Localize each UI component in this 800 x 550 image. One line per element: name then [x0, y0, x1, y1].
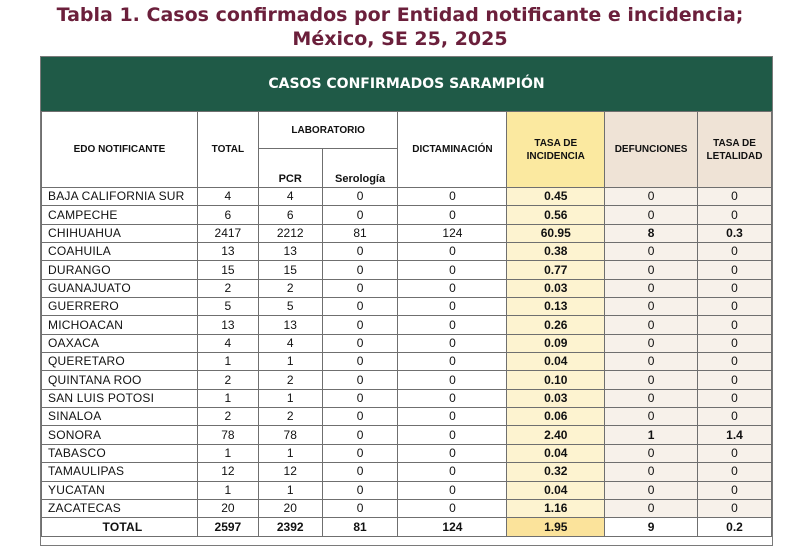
cell-serologia: 0 [322, 426, 398, 444]
cell-total: 4 [197, 188, 258, 206]
cell-tasa-letalidad: 0 [698, 389, 772, 407]
cell-dictaminacion: 0 [398, 243, 507, 261]
cell-pcr: 5 [258, 298, 322, 316]
cell-serologia: 0 [322, 243, 398, 261]
cell-defunciones: 0 [605, 389, 698, 407]
cell-tasa-letalidad: 0 [698, 261, 772, 279]
cell-total: 2 [197, 279, 258, 297]
cell-estado: SAN LUIS POTOSI [42, 389, 198, 407]
cell-tasa-incidencia: 1.95 [507, 518, 605, 537]
cell-serologia: 0 [322, 279, 398, 297]
cell-pcr: 4 [258, 188, 322, 206]
cell-pcr: 2212 [258, 224, 322, 242]
cell-tasa-letalidad: 0 [698, 279, 772, 297]
table-row [42, 316, 772, 334]
cell-tasa-letalidad: 0.3 [698, 224, 772, 242]
cell-estado: MICHOACAN [42, 316, 198, 334]
cell-serologia: 0 [322, 188, 398, 206]
cell-estado: TOTAL [42, 518, 198, 537]
cell-serologia: 0 [322, 463, 398, 481]
cell-tasa-letalidad: 0 [698, 298, 772, 316]
cell-total: 12 [197, 463, 258, 481]
cell-total: 4 [197, 334, 258, 352]
table-body [42, 188, 772, 537]
cell-tasa-incidencia: 0.45 [507, 188, 605, 206]
cell-tasa-letalidad: 0 [698, 371, 772, 389]
table-title [0, 3, 800, 51]
cell-estado: GUERRERO [42, 298, 198, 316]
cell-tasa-letalidad: 0 [698, 499, 772, 517]
cell-serologia: 0 [322, 206, 398, 224]
cell-defunciones: 0 [605, 243, 698, 261]
cell-tasa-incidencia: 0.10 [507, 371, 605, 389]
cell-total: 13 [197, 316, 258, 334]
cell-defunciones: 0 [605, 444, 698, 462]
cell-defunciones: 9 [605, 518, 698, 537]
cell-dictaminacion: 0 [398, 371, 507, 389]
cell-dictaminacion: 0 [398, 408, 507, 426]
cell-dictaminacion: 0 [398, 334, 507, 352]
cell-total: 2417 [197, 224, 258, 242]
cell-total: 1 [197, 353, 258, 371]
cell-tasa-incidencia: 0.04 [507, 444, 605, 462]
cell-tasa-letalidad: 0 [698, 243, 772, 261]
header-defunciones: DEFUNCIONES [605, 112, 698, 188]
cell-defunciones: 0 [605, 261, 698, 279]
title-line-2: México, SE 25, 2025 [292, 28, 508, 50]
cell-dictaminacion: 124 [398, 518, 507, 537]
cell-pcr: 6 [258, 206, 322, 224]
cell-tasa-letalidad: 0 [698, 408, 772, 426]
cell-tasa-letalidad: 0 [698, 316, 772, 334]
cell-serologia: 81 [322, 518, 398, 537]
cell-tasa-incidencia: 0.38 [507, 243, 605, 261]
cell-tasa-incidencia: 0.03 [507, 279, 605, 297]
cell-dictaminacion: 0 [398, 206, 507, 224]
cell-dictaminacion: 0 [398, 261, 507, 279]
cell-tasa-letalidad: 0 [698, 334, 772, 352]
cell-serologia: 0 [322, 499, 398, 517]
cell-defunciones: 0 [605, 353, 698, 371]
cell-pcr: 2 [258, 408, 322, 426]
cell-dictaminacion: 0 [398, 481, 507, 499]
cell-dictaminacion: 0 [398, 353, 507, 371]
cell-estado: TABASCO [42, 444, 198, 462]
cell-pcr: 4 [258, 334, 322, 352]
cell-dictaminacion: 0 [398, 499, 507, 517]
cell-defunciones: 8 [605, 224, 698, 242]
cell-total: 2597 [197, 518, 258, 537]
table-row [42, 279, 772, 297]
cell-tasa-incidencia: 0.09 [507, 334, 605, 352]
cell-tasa-letalidad: 0 [698, 444, 772, 462]
cell-tasa-incidencia: 0.04 [507, 481, 605, 499]
cell-total: 5 [197, 298, 258, 316]
cell-tasa-incidencia: 1.16 [507, 499, 605, 517]
cell-dictaminacion: 0 [398, 316, 507, 334]
cell-tasa-letalidad: 0 [698, 353, 772, 371]
cell-serologia: 0 [322, 444, 398, 462]
cell-defunciones: 0 [605, 371, 698, 389]
total-row [42, 518, 772, 537]
header-total: TOTAL [197, 112, 258, 188]
cell-tasa-incidencia: 0.06 [507, 408, 605, 426]
cell-tasa-incidencia: 0.03 [507, 389, 605, 407]
cell-estado: SONORA [42, 426, 198, 444]
table-row [42, 481, 772, 499]
cell-pcr: 12 [258, 463, 322, 481]
table-frame [40, 56, 773, 546]
cell-tasa-letalidad: 0.2 [698, 518, 772, 537]
cell-total: 1 [197, 444, 258, 462]
cell-total: 13 [197, 243, 258, 261]
cases-table [41, 111, 772, 537]
cell-dictaminacion: 0 [398, 444, 507, 462]
cell-estado: BAJA CALIFORNIA SUR [42, 188, 198, 206]
cell-serologia: 0 [322, 481, 398, 499]
cell-pcr: 1 [258, 444, 322, 462]
cell-estado: TAMAULIPAS [42, 463, 198, 481]
cell-tasa-letalidad: 0 [698, 463, 772, 481]
cell-dictaminacion: 0 [398, 389, 507, 407]
cell-defunciones: 0 [605, 316, 698, 334]
table-row [42, 499, 772, 517]
cell-tasa-letalidad: 0 [698, 188, 772, 206]
cell-defunciones: 1 [605, 426, 698, 444]
table-row [42, 389, 772, 407]
cell-tasa-incidencia: 2.40 [507, 426, 605, 444]
cell-estado: CAMPECHE [42, 206, 198, 224]
table-row [42, 353, 772, 371]
header-serologia: Serología [322, 149, 398, 188]
cell-total: 15 [197, 261, 258, 279]
cell-estado: COAHUILA [42, 243, 198, 261]
cell-total: 2 [197, 408, 258, 426]
cell-pcr: 78 [258, 426, 322, 444]
cell-defunciones: 0 [605, 408, 698, 426]
cell-dictaminacion: 0 [398, 463, 507, 481]
cell-total: 20 [197, 499, 258, 517]
table-row [42, 243, 772, 261]
cell-tasa-incidencia: 60.95 [507, 224, 605, 242]
cell-dictaminacion: 0 [398, 426, 507, 444]
cell-total: 1 [197, 481, 258, 499]
cell-serologia: 0 [322, 334, 398, 352]
table-row [42, 188, 772, 206]
table-banner: CASOS CONFIRMADOS SARAMPIÓN [41, 57, 772, 111]
cell-defunciones: 0 [605, 499, 698, 517]
cell-defunciones: 0 [605, 463, 698, 481]
cell-serologia: 0 [322, 316, 398, 334]
cell-pcr: 13 [258, 316, 322, 334]
cell-estado: YUCATAN [42, 481, 198, 499]
cell-pcr: 2 [258, 371, 322, 389]
cell-serologia: 0 [322, 261, 398, 279]
cell-estado: QUINTANA ROO [42, 371, 198, 389]
header-tasa-incidencia: TASA DE INCIDENCIA [507, 112, 605, 188]
cell-pcr: 1 [258, 389, 322, 407]
cell-tasa-incidencia: 0.32 [507, 463, 605, 481]
cell-estado: OAXACA [42, 334, 198, 352]
cell-dictaminacion: 0 [398, 279, 507, 297]
cell-defunciones: 0 [605, 481, 698, 499]
cell-pcr: 2 [258, 279, 322, 297]
cell-defunciones: 0 [605, 206, 698, 224]
cell-estado: DURANGO [42, 261, 198, 279]
table-row [42, 334, 772, 352]
cell-pcr: 20 [258, 499, 322, 517]
cell-estado: ZACATECAS [42, 499, 198, 517]
cell-total: 78 [197, 426, 258, 444]
cell-tasa-incidencia: 0.26 [507, 316, 605, 334]
cell-pcr: 15 [258, 261, 322, 279]
table-row [42, 408, 772, 426]
header-laboratorio: LABORATORIO [258, 112, 398, 149]
cell-pcr: 13 [258, 243, 322, 261]
cell-estado: CHIHUAHUA [42, 224, 198, 242]
cell-tasa-incidencia: 0.56 [507, 206, 605, 224]
table-row [42, 206, 772, 224]
cell-dictaminacion: 0 [398, 188, 507, 206]
cell-total: 1 [197, 389, 258, 407]
cell-dictaminacion: 124 [398, 224, 507, 242]
header-tasa-letalidad: TASA DE LETALIDAD [698, 112, 772, 188]
table-row [42, 463, 772, 481]
table-row [42, 371, 772, 389]
table-row [42, 298, 772, 316]
cell-serologia: 0 [322, 408, 398, 426]
cell-tasa-incidencia: 0.13 [507, 298, 605, 316]
cell-serologia: 0 [322, 353, 398, 371]
cell-tasa-letalidad: 0 [698, 481, 772, 499]
cell-pcr: 1 [258, 353, 322, 371]
cell-defunciones: 0 [605, 334, 698, 352]
cell-serologia: 0 [322, 298, 398, 316]
cell-dictaminacion: 0 [398, 298, 507, 316]
cell-serologia: 0 [322, 371, 398, 389]
table-row [42, 224, 772, 242]
cell-total: 6 [197, 206, 258, 224]
cell-tasa-letalidad: 1.4 [698, 426, 772, 444]
cell-estado: GUANAJUATO [42, 279, 198, 297]
table-row [42, 261, 772, 279]
cell-pcr: 2392 [258, 518, 322, 537]
cell-tasa-incidencia: 0.77 [507, 261, 605, 279]
header-edo: EDO NOTIFICANTE [42, 112, 198, 188]
table-row [42, 444, 772, 462]
cell-serologia: 0 [322, 389, 398, 407]
cell-serologia: 81 [322, 224, 398, 242]
cell-defunciones: 0 [605, 298, 698, 316]
table-row [42, 426, 772, 444]
cell-tasa-letalidad: 0 [698, 206, 772, 224]
title-line-1: Tabla 1. Casos confirmados por Entidad notificante e incidencia; [56, 4, 744, 26]
cell-estado: SINALOA [42, 408, 198, 426]
cell-tasa-incidencia: 0.04 [507, 353, 605, 371]
header-dictaminacion: DICTAMINACIÓN [398, 112, 507, 188]
cell-total: 2 [197, 371, 258, 389]
header-pcr: PCR [258, 149, 322, 188]
cell-defunciones: 0 [605, 279, 698, 297]
cell-estado: QUERETARO [42, 353, 198, 371]
cell-pcr: 1 [258, 481, 322, 499]
cell-defunciones: 0 [605, 188, 698, 206]
